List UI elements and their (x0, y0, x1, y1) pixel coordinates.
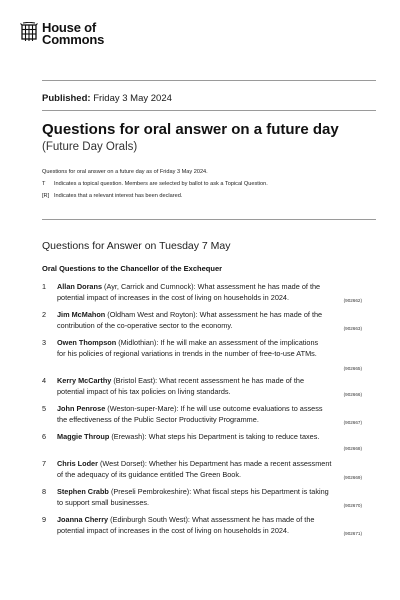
logo-line-1: House of (42, 20, 97, 35)
member-name: Jim McMahon (57, 310, 106, 319)
page-subtitle: (Future Day Orals) (42, 141, 138, 153)
member-name: Chris Loder (57, 459, 98, 468)
question-ref: (902667) (343, 420, 362, 425)
constituency: (Bristol East): (113, 376, 158, 385)
question-number: 3 (42, 338, 47, 347)
question-item (42, 458, 362, 480)
question-number: 4 (42, 376, 47, 385)
published-date: Friday 3 May 2024 (93, 93, 172, 104)
question-ref: (902668) (343, 446, 362, 451)
question-text: If he will use outcome evaluations to assess (180, 404, 323, 413)
question-text: to support small businesses. (57, 498, 150, 507)
question-ref: (902662) (343, 298, 362, 303)
question-item (42, 337, 362, 371)
divider (42, 110, 376, 111)
constituency: (Erewash): (111, 432, 147, 441)
constituency: (Weston-super-Mare): (107, 404, 179, 413)
key-text: Indicates that a relevant interest has been declared. (54, 193, 183, 199)
member-name: Joanna Cherry (57, 515, 109, 524)
question-text: What recent assessment he has made of the (159, 376, 305, 385)
question-text: What assessment he has made of the (197, 282, 321, 291)
question-item (42, 403, 362, 425)
question-text: potential impact of increases in the cost of living on households in 2024. (57, 293, 290, 302)
question-number: 7 (42, 459, 47, 468)
member-name: Owen Thompson (57, 338, 117, 347)
question-text: What fiscal steps his Department is taking (193, 487, 329, 496)
key-text: Indicates a topical question. Members are selected by ballot to ask a Topical Question. (54, 181, 268, 187)
question-text: the effectiveness of the Public Sector Productivity Programme. (57, 415, 259, 424)
question-ref: (902666) (343, 392, 362, 397)
intro-text: Questions for oral answer on a future day as of Friday 3 May 2024. (42, 169, 208, 175)
question-text: If he will make an assessment of the implications (160, 338, 319, 347)
question-item (42, 375, 362, 397)
key-symbol: T (42, 181, 46, 187)
question-item (42, 309, 362, 331)
section-heading: Questions for Answer on Tuesday 7 May (42, 240, 231, 252)
question-text: What steps his Department is taking to reduce taxes. (148, 432, 320, 441)
constituency: (Preseli Pembrokeshire): (110, 487, 192, 496)
portcullis-icon (20, 22, 38, 44)
question-item (42, 281, 362, 303)
member-name: Allan Dorans (57, 282, 103, 291)
published-line (42, 93, 172, 104)
key-item (42, 193, 182, 199)
question-ref: (902665) (343, 366, 362, 371)
question-item (42, 431, 362, 451)
question-number: 9 (42, 515, 47, 524)
question-text: What assessment he has made of the (191, 515, 315, 524)
member-name: Stephen Crabb (57, 487, 109, 496)
question-ref: (902663) (343, 326, 362, 331)
question-text: potential impact of his tax policies on living standards. (57, 387, 231, 396)
question-number: 5 (42, 404, 47, 413)
question-text: of the adequacy of its guidance entitled The Green Book. (57, 470, 242, 479)
member-name: Kerry McCarthy (57, 376, 112, 385)
member-name: Maggie Throup (57, 432, 110, 441)
question-ref: (902669) (343, 475, 362, 480)
house-of-commons-logo (20, 22, 104, 46)
divider (42, 219, 376, 220)
question-item (42, 514, 362, 536)
question-ref: (902671) (343, 531, 362, 536)
question-text: What assessment he has made of the (199, 310, 323, 319)
logo-line-2: Commons (42, 32, 105, 47)
page-title: Questions for oral answer on a future day (42, 121, 339, 138)
question-ref: (902670) (343, 503, 362, 508)
constituency: (West Dorset): (99, 459, 147, 468)
question-item (42, 486, 362, 508)
question-text: Whether his Department has made a recent assessment (148, 459, 332, 468)
question-text: contribution of the co-operative sector to the economy. (57, 321, 233, 330)
constituency: (Edinburgh South West): (110, 515, 190, 524)
key-symbol: [R] (42, 193, 50, 199)
divider (42, 80, 376, 81)
constituency: (Oldham West and Royton): (107, 310, 198, 319)
constituency: (Midlothian): (118, 338, 159, 347)
question-number: 2 (42, 310, 47, 319)
question-text: potential impact of increases in the cost of living on households in 2024. (57, 526, 290, 535)
question-number: 1 (42, 282, 47, 291)
constituency: (Ayr, Carrick and Cumnock): (104, 282, 196, 291)
member-name: John Penrose (57, 404, 106, 413)
question-text: for his policies of regional variations in trends in the number of free-to-use ATMs. (57, 349, 317, 358)
question-number: 8 (42, 487, 47, 496)
question-number: 6 (42, 432, 47, 441)
published-label: Published: (42, 93, 91, 104)
subheading: Oral Questions to the Chancellor of the Exchequer (42, 264, 223, 273)
key-item (42, 181, 268, 187)
